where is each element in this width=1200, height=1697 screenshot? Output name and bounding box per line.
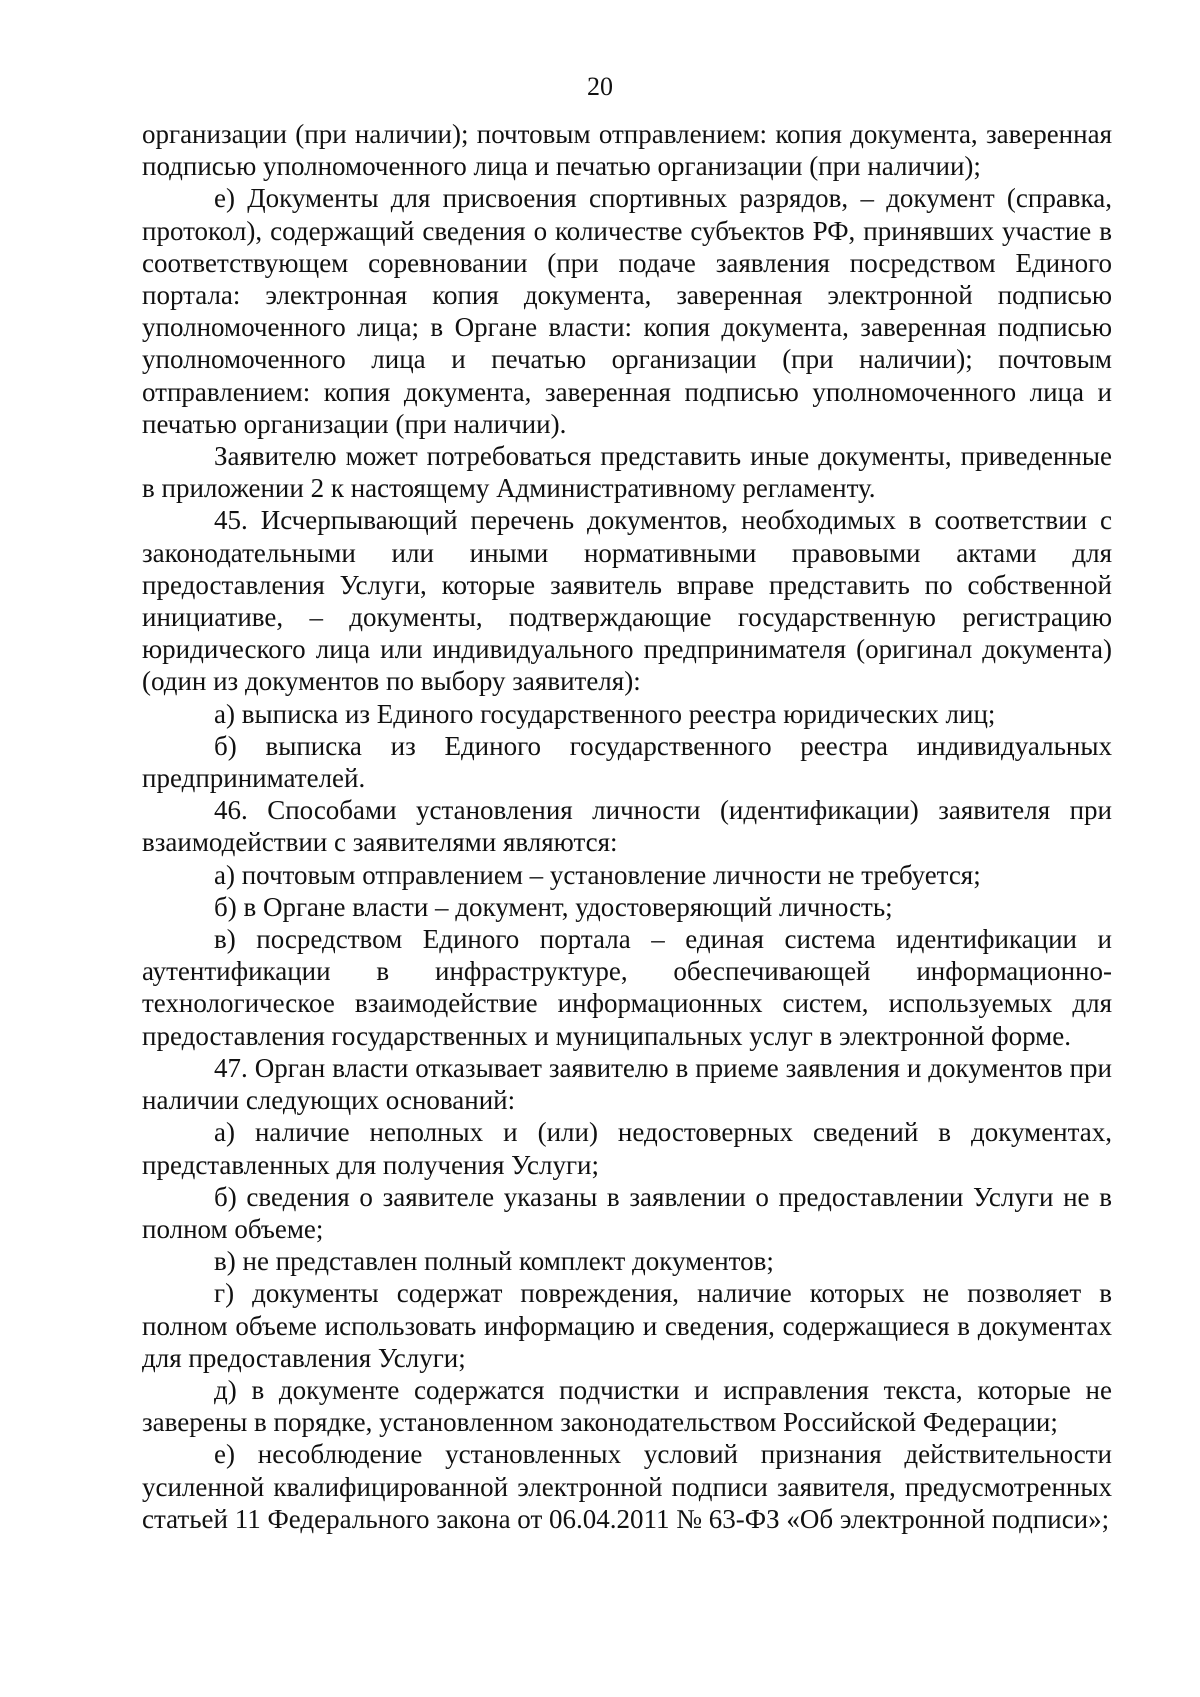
list-item: е) несоблюдение установленных условий признания действительности усиленной квалифицированной электронной подписи заявителя, предусмотренных статьей 11 Федерального закона от 06.04.2011 № 63-ФЗ «Об электронной подписи»; [142,1439,1112,1534]
document-body [142,118,1112,1535]
list-item: б) сведения о заявителе указаны в заявлении о предоставлении Услуги не в полном объеме; [142,1181,1112,1244]
paragraph: 45. Исчерпывающий перечень документов, необходимых в соответствии с законодательными или иными нормативными правовыми актами для предоставления Услуги, которые заявитель вправе представить по собственной инициативе, – документы, подтверждающие государственную регистрацию юридического лица или индивидуального предпринимателя (оригинал документа) (один из документов по выбору заявителя): [142,505,1112,697]
list-item: в) посредством Единого портала – единая система идентификации и аутентификации в инфраструктуре, обеспечивающей информационно-технологическое взаимодействие информационных систем, используемых для предоставления государственных и муниципальных услуг в электронной форме. [142,924,1112,1051]
paragraph: 46. Способами установления личности (идентификации) заявителя при взаимодействии с заявителями являются: [142,795,1112,858]
paragraph: 47. Орган власти отказывает заявителю в приеме заявления и документов при наличии следующих оснований: [142,1052,1112,1116]
paragraph: Заявителю может потребоваться представить иные документы, приведенные в приложении 2 к настоящему Административному регламенту. [142,441,1112,504]
page-number: 20 [587,72,613,101]
list-item: б) выписка из Единого государственного реестра индивидуальных предпринимателей. [142,730,1112,794]
list-item: г) документы содержат повреждения, наличие которых не позволяет в полном объеме использовать информацию и сведения, содержащиеся в документах для предоставления Услуги; [142,1278,1112,1373]
list-item: а) наличие неполных и (или) недостоверных сведений в документах, представленных для получения Услуги; [142,1117,1112,1180]
list-item: д) в документе содержатся подчистки и исправления текста, которые не заверены в порядке, установленном законодательством Российской Федерации; [142,1374,1112,1438]
list-item: а) выписка из Единого государственного реестра юридических лиц; [214,698,996,729]
list-item: а) почтовым отправлением – установление личности не требуется; [214,859,981,890]
paragraph: е) Документы для присвоения спортивных разрядов, – документ (справка, протокол), содержащий сведения о количестве субъектов РФ, принявших участие в соответствующем соревновании (при подаче заявления посредством Единого портала: электронная копия документа, заверенная электронной подписью уполномоченного лица; в Органе власти: копия документа, заверенная подписью уполномоченного лица и печатью организации (при наличии); почтовым отправлением: копия документа, заверенная подписью уполномоченного лица и печатью организации (при наличии). [142,183,1112,439]
list-item: б) в Органе власти – документ, удостоверяющий личность; [214,891,893,922]
paragraph: организации (при наличии); почтовым отправлением: копия документа, заверенная подписью уполномоченного лица и печатью организации (при наличии); [142,119,1112,182]
list-item: в) не представлен полный комплект документов; [214,1246,774,1277]
